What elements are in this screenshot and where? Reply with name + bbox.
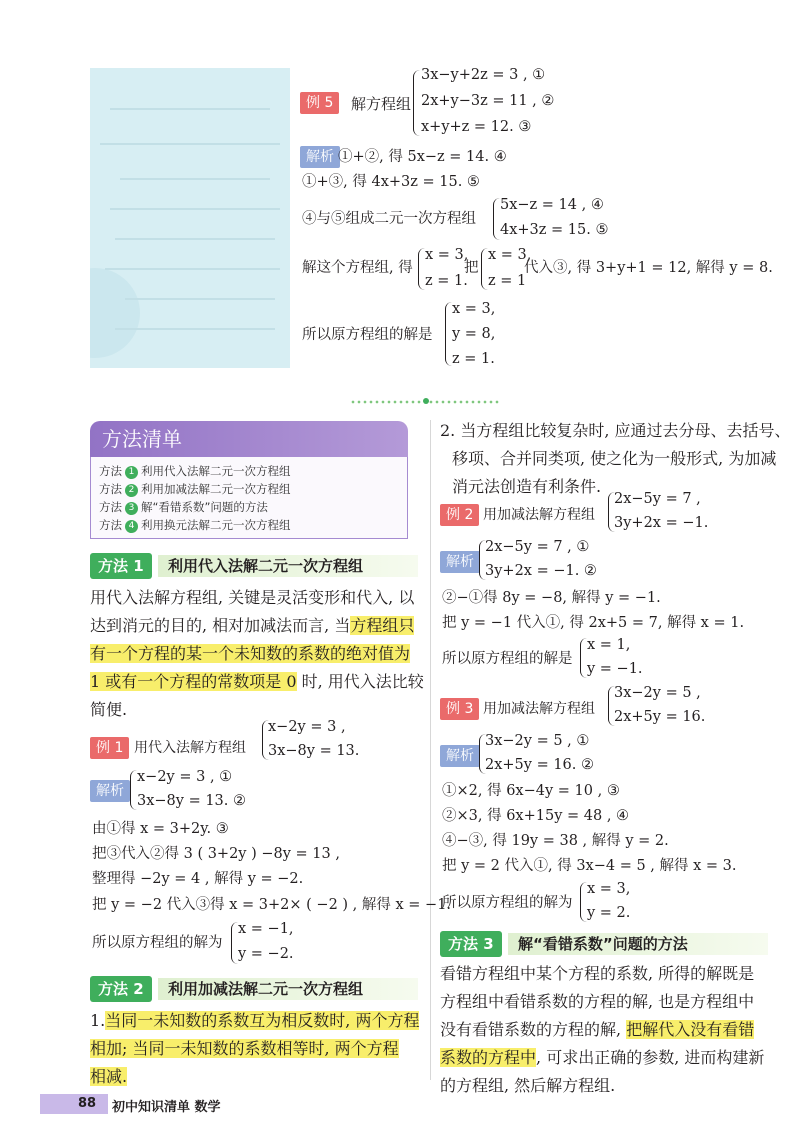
solution: x = 3, [452,301,496,317]
equation: 3y+2x = −1. ② [485,563,597,579]
method-list-item: 方法 3 解“看错系数”问题的方法 [99,500,268,514]
solution: x = 1, [587,637,631,653]
column-divider [430,420,431,1080]
example-3-tag: 例 3 [440,698,479,720]
method-list-item: 方法 1 利用代入法解二元一次方程组 [99,464,291,478]
equation: 3x−8y = 13. ② [137,793,247,809]
step-lead: ④与⑤组成二元一次方程组 [302,211,476,227]
paragraph: 移项、合并同类项, 使之化为一般形式, 为加减 [452,449,777,468]
solution: x = 3, [425,247,469,263]
brace [493,198,500,240]
step: 把 y = 2 代入①, 得 3x−4 = 5 , 解得 x = 3. [442,858,737,874]
step: 由①得 x = 3+2y. ③ [92,821,229,837]
brace [580,638,587,678]
method-list-title: 方法清单 [90,421,408,457]
solution: y = 2. [587,905,631,921]
solution: y = −2. [238,946,294,962]
step: 把 y = −2 代入③得 x = 3+2× ( −2 ) , 解得 x = −1. [92,897,452,913]
equation: x+y+z = 12. ③ [421,119,532,135]
step-tail: 代入③, 得 3+y+1 = 12, 解得 y = 8. [524,260,773,276]
equation: 3y+2x = −1. [614,515,709,531]
divider-dot [423,398,429,404]
equation: 2x+5y = 16. ② [485,757,595,773]
solution: y = −1. [587,661,643,677]
conclusion-lead: 所以原方程组的解是 [442,651,573,667]
step: ①×2, 得 6x−4y = 10 , ③ [442,783,620,799]
paragraph: 方程组中看错系数的方程的解, 也是方程组中 [440,992,755,1011]
step: ②−①得 8y = −8, 解得 y = −1. [442,590,661,606]
solution: z = 1 [488,273,527,289]
conclusion-lead: 所以原方程组的解为 [442,895,573,911]
paragraph: 相减. [90,1067,128,1086]
conclusion-lead: 所以原方程组的解是 [302,327,433,343]
paragraph: 1.当同一未知数的系数互为相反数时, 两个方程 [90,1011,420,1030]
paragraph: 有一个方程的某一个未知数的系数的绝对值为 [90,644,411,663]
book-title: 初中知识清单 数学 [112,1100,221,1115]
analysis-tag: 解析 [90,780,130,802]
equation: x−2y = 3 , ① [137,769,233,785]
brace [231,922,238,964]
solution: x = 3, [488,247,532,263]
analysis-tag: 解析 [440,745,480,767]
step: 整理得 −2y = 4 , 解得 y = −2. [92,871,304,887]
example-1-lead: 用代入法解方程组 [134,740,246,756]
method-list-item: 方法 2 利用加减法解二元一次方程组 [99,482,291,496]
paragraph: 系数的方程中, 可求出正确的参数, 进而构建新 [440,1048,765,1067]
example-5-tag: 例 5 [300,92,339,114]
solution: z = 1. [452,351,495,367]
paragraph: 达到消元的目的, 相对加减法而言, 当方程组只 [90,616,415,635]
brace [481,248,488,290]
example-3-lead: 用加减法解方程组 [483,701,595,717]
analysis-tag: 解析 [300,146,340,168]
method-1-heading: 利用代入法解二元一次方程组 方法 1 [90,553,420,579]
example-1-tag: 例 1 [90,737,129,759]
brace [418,248,425,290]
paragraph: 看错方程组中某个方程的系数, 所得的解既是 [440,964,755,983]
paragraph: 1 或有一个方程的常数项是 0 时, 用代入法比较 [90,672,424,691]
conclusion-lead: 所以原方程组的解为 [92,935,223,951]
example-2-lead: 用加减法解方程组 [483,507,595,523]
solution: x = −1, [238,921,294,937]
step: 把③代入②得 3 ( 3+2y ) −8y = 13 , [92,846,340,862]
footer-bar [40,1094,108,1114]
example-2-tag: 例 2 [440,504,479,526]
paragraph: 没有看错系数的方程的解, 把解代入没有看错 [440,1020,755,1039]
equation: 5x−z = 14 , ④ [500,197,604,213]
equation: 4x+3z = 15. ⑤ [500,222,609,238]
method-2-heading: 利用加减法解二元一次方程组 方法 2 [90,976,420,1002]
equation: 2x+5y = 16. [614,709,706,725]
step-mid: 把 [464,260,479,276]
equation: 3x−8y = 13. [268,743,360,759]
method-3-heading: 解“看错系数”问题的方法 方法 3 [440,931,770,957]
analysis-tag: 解析 [440,551,480,573]
step: 把 y = −1 代入①, 得 2x+5 = 7, 解得 x = 1. [442,615,745,631]
equation: 2x−5y = 7 , [614,491,701,507]
example-5-lead: 解方程组 [351,95,412,113]
brace [413,70,420,136]
equation: 2x−5y = 7 , ① [485,539,590,555]
step: ①+②, 得 5x−z = 14. ④ [338,149,507,165]
paragraph: 简便. [90,700,128,719]
step: ②×3, 得 6x+15y = 48 , ④ [442,808,630,824]
solution: y = 8, [452,326,496,342]
decorative-panel [90,68,290,368]
step: ①+③, 得 4x+3z = 15. ⑤ [302,174,480,190]
brace [130,770,137,810]
method-list-box [90,421,410,539]
brace [580,882,587,922]
brace [445,302,452,366]
step-lead: 解这个方程组, 得 [302,260,413,276]
solution: z = 1. [425,273,468,289]
equation: 2x+y−3z = 11 , ② [421,93,555,109]
paragraph: 2. 当方程组比较复杂时, 应通过去分母、去括号、 [440,421,791,440]
paragraph: 消元法创造有利条件. [452,477,602,496]
solution: x = 3, [587,881,631,897]
step: ④−③, 得 19y = 38 , 解得 y = 2. [442,833,669,849]
page-number: 88 [78,1096,97,1111]
equation: 3x−y+2z = 3 , ① [421,67,546,83]
equation: 3x−2y = 5 , ① [485,733,590,749]
method-list-item: 方法 4 利用换元法解二元一次方程组 [99,518,291,532]
paragraph: 的方程组, 然后解方程组. [440,1076,616,1095]
paragraph: 用代入法解方程组, 关键是灵活变形和代入, 以 [90,588,415,607]
equation: 3x−2y = 5 , [614,685,701,701]
paragraph: 相加; 当同一未知数的系数相等时, 两个方程 [90,1039,399,1058]
equation: x−2y = 3 , [268,719,346,735]
